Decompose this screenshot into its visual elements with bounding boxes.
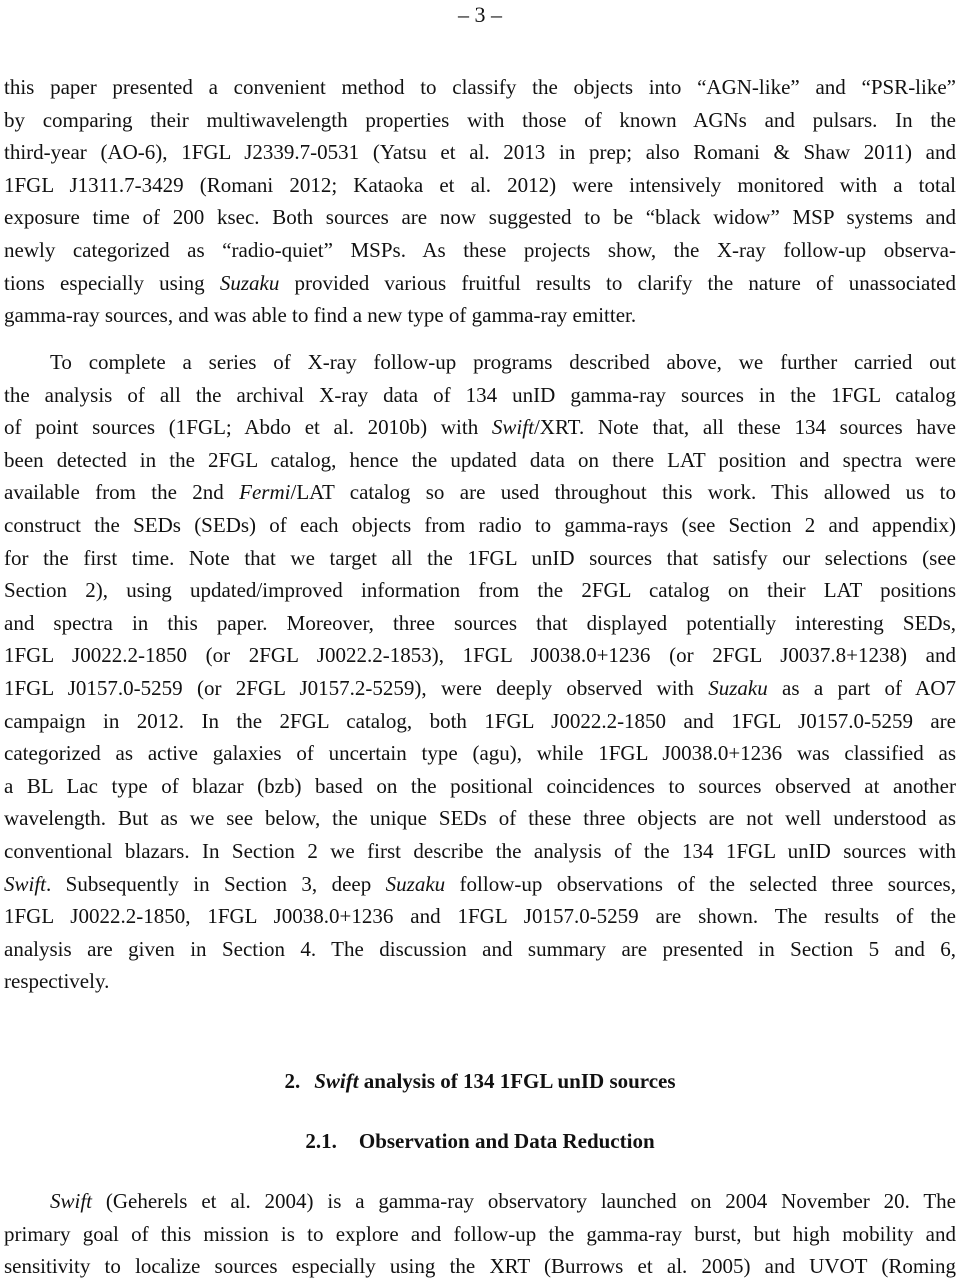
text-run: tions especially using xyxy=(4,270,220,295)
text-line: sensitivity to localize sources especially using the XRT (Burrows et al. 2005) and UVOT (Roming xyxy=(4,1254,956,1279)
mission-name: Suzaku xyxy=(219,270,280,295)
text-line: To complete a series of X-ray follow-up programs described above, we further carried out xyxy=(50,350,956,374)
text-run: 1FGL J0157.0-5259 (or 2FGL J0157.2-5259), were deeply observed with xyxy=(4,675,709,700)
mission-name: Swift xyxy=(491,415,534,440)
text-line: and spectra in this paper. Moreover, three sources that displayed potentially interesting SEDs, xyxy=(4,610,956,635)
text-line xyxy=(4,411,956,444)
mission-name: Suzaku xyxy=(385,871,446,896)
text-line: third-year (AO-6), 1FGL J2339.7-0531 (Yatsu et al. 2013 in prep; also Romani & Shaw 2011) and xyxy=(4,140,956,165)
section-number: 2. xyxy=(284,1069,301,1093)
text-line: 1FGL J0022.2-1850, 1FGL J0038.0+1236 and 1FGL J0157.0-5259 are shown. The results of the xyxy=(4,904,956,929)
text-run: available from the 2nd xyxy=(4,480,240,505)
mission-name: Swift xyxy=(50,1189,93,1213)
text-run: provided various fruitful results to clarify the nature of unassociated xyxy=(279,270,956,295)
text-line: 1FGL J1311.7-3429 (Romani 2012; Kataoka et al. 2012) were intensively monitored with a total xyxy=(4,172,956,197)
paragraph-3 xyxy=(4,1185,956,1283)
page-number: – 3 – xyxy=(458,2,502,27)
text-line: a BL Lac type of blazar (bzb) based on the positional coincidences to sources observed at another xyxy=(4,773,956,798)
section-title: analysis of 134 1FGL unID sources xyxy=(358,1069,676,1093)
text-line: 1FGL J0022.2-1850 (or 2FGL J0022.2-1853), 1FGL J0038.0+1236 (or 2FGL J0037.8+1238) and xyxy=(4,643,956,668)
text-line: by comparing their multiwavelength properties with those of known AGNs and pulsars. In the xyxy=(4,107,956,132)
text-run: follow-up observations of the selected three sources, xyxy=(445,871,956,896)
section-title-mission: Swift xyxy=(314,1069,359,1093)
text-line: exposure time of 200 ksec. Both sources are now suggested to be “black widow” MSP systems and xyxy=(4,205,956,230)
text-line: construct the SEDs (SEDs) of each objects from radio to gamma-rays (see Section 2 and appendix) xyxy=(4,512,956,537)
text-line xyxy=(4,868,956,901)
section-heading xyxy=(0,1066,960,1096)
mission-name-math: Fermi xyxy=(239,480,291,505)
paragraph-1 xyxy=(4,71,956,332)
subsection-number: 2.1. xyxy=(305,1129,337,1153)
text-run: as a part of AO7 xyxy=(767,675,956,700)
text-line: gamma-ray sources, and was able to find a new type of gamma-ray emitter. xyxy=(4,303,637,328)
text-line: newly categorized as “radio-quiet” MSPs. As these projects show, the X-ray follow-up observa- xyxy=(4,237,956,262)
text-line xyxy=(4,267,956,300)
text-line: this paper presented a convenient method to classify the objects into “AGN-like” and “PSR-like” xyxy=(4,75,956,99)
text-line: categorized as active galaxies of uncertain type (agu), while 1FGL J0038.0+1236 was classified as xyxy=(4,741,956,766)
text-run: /XRT. Note that, all these 134 sources have xyxy=(533,415,956,440)
paragraph-2 xyxy=(4,346,956,998)
text-line xyxy=(4,1185,956,1218)
text-line: conventional blazars. In Section 2 we first describe the analysis of the 134 1FGL unID sources with xyxy=(4,838,956,863)
text-line: wavelength. But as we see below, the unique SEDs of these three objects are not well understood as xyxy=(4,806,956,831)
text-line: respectively. xyxy=(4,969,110,994)
text-line xyxy=(4,672,956,705)
text-line: for the first time. Note that we target all the 1FGL unID sources that satisfy our selections (see xyxy=(4,545,956,570)
text-run: . Subsequently in Section 3, deep xyxy=(46,871,386,896)
mission-name: Swift xyxy=(4,871,47,896)
text-line: analysis are given in Section 4. The discussion and summary are presented in Section 5 and 6, xyxy=(4,936,956,961)
subsection-heading xyxy=(0,1126,960,1156)
text-line: primary goal of this mission is to explore and follow-up the gamma-ray burst, but high mobility and xyxy=(4,1221,956,1246)
text-line: the analysis of all the archival X-ray data of 134 unID gamma-ray sources in the 1FGL catalog xyxy=(4,382,956,407)
text-line: Section 2), using updated/improved information from the 2FGL catalog on their LAT positions xyxy=(4,578,956,603)
text-line xyxy=(4,476,956,509)
text-run: of point sources (1FGL; Abdo et al. 2010b) with xyxy=(4,415,492,440)
text-line: campaign in 2012. In the 2FGL catalog, both 1FGL J0022.2-1850 and 1FGL J0157.0-5259 are xyxy=(4,708,956,733)
mission-name: Suzaku xyxy=(708,675,768,700)
subsection-title: Observation and Data Reduction xyxy=(358,1129,655,1153)
text-run: (Geherels et al. 2004) is a gamma-ray observatory launched on 2004 November 20. The xyxy=(92,1189,956,1213)
text-line: been detected in the 2FGL catalog, hence the updated data on there LAT position and spectra were xyxy=(4,447,956,472)
text-run: /LAT catalog so are used throughout this work. This allowed us to xyxy=(290,480,956,505)
